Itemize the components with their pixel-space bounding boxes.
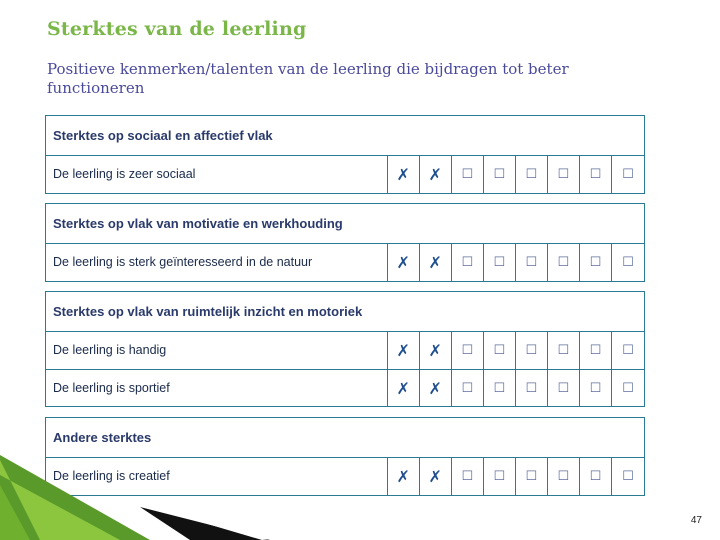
section-header: Andere sterktes	[46, 418, 644, 458]
decorative-green-stripe	[0, 455, 300, 540]
row-label: De leerling is handig	[46, 332, 388, 369]
form-section	[45, 203, 645, 282]
checked-mark[interactable]: ✗	[388, 156, 420, 193]
empty-checkbox[interactable]: ☐	[516, 458, 548, 495]
checked-mark[interactable]: ✗	[420, 458, 452, 495]
page-number: 47	[690, 515, 702, 526]
section-header: Sterktes op sociaal en affectief vlak	[46, 116, 644, 156]
empty-checkbox[interactable]: ☐	[516, 332, 548, 369]
form-row	[46, 156, 644, 193]
checked-mark[interactable]: ✗	[420, 244, 452, 281]
empty-checkbox[interactable]: ☐	[580, 156, 612, 193]
page-title: Sterktes van de leerling	[47, 18, 307, 40]
empty-checkbox[interactable]: ☐	[548, 458, 580, 495]
empty-checkbox[interactable]: ☐	[484, 244, 516, 281]
page-subtitle: Positieve kenmerken/talenten van de leerling die bijdragen tot beter functioneren	[47, 60, 569, 97]
checked-mark[interactable]: ✗	[388, 332, 420, 369]
checked-mark[interactable]: ✗	[420, 332, 452, 369]
empty-checkbox[interactable]: ☐	[622, 469, 634, 484]
checked-mark[interactable]: ✗	[420, 370, 452, 406]
section-header: Sterktes op vlak van motivatie en werkhouding	[46, 204, 644, 244]
form-section	[45, 115, 645, 194]
row-label: De leerling is sterk geïnteresseerd in de natuur	[46, 244, 388, 281]
empty-checkbox[interactable]: ☐	[622, 380, 634, 396]
empty-checkbox[interactable]: ☐	[516, 244, 548, 281]
checked-mark[interactable]: ✗	[420, 156, 452, 193]
checked-mark[interactable]: ✗	[388, 458, 420, 495]
empty-checkbox[interactable]: ☐	[484, 332, 516, 369]
empty-checkbox[interactable]: ☐	[548, 332, 580, 369]
row-label: De leerling is sportief	[46, 370, 388, 406]
empty-checkbox[interactable]: ☐	[452, 244, 484, 281]
empty-checkbox[interactable]: ☐	[452, 458, 484, 495]
empty-checkbox[interactable]: ☐	[452, 156, 484, 193]
form-row	[46, 244, 644, 281]
section-header: Sterktes op vlak van ruimtelijk inzicht en motoriek	[46, 292, 644, 332]
empty-checkbox[interactable]: ☐	[484, 458, 516, 495]
empty-checkbox[interactable]: ☐	[622, 255, 634, 270]
empty-checkbox[interactable]: ☐	[452, 370, 484, 406]
form-row	[46, 332, 644, 369]
empty-checkbox[interactable]: ☐	[580, 244, 612, 281]
form-section	[45, 291, 645, 407]
empty-checkbox[interactable]: ☐	[580, 458, 612, 495]
empty-checkbox[interactable]: ☐	[484, 370, 516, 406]
checked-mark[interactable]: ✗	[388, 370, 420, 406]
empty-checkbox[interactable]: ☐	[580, 332, 612, 369]
empty-checkbox[interactable]: ☐	[548, 244, 580, 281]
empty-checkbox[interactable]: ☐	[516, 156, 548, 193]
form-row	[46, 369, 644, 406]
empty-checkbox[interactable]: ☐	[516, 370, 548, 406]
empty-checkbox[interactable]: ☐	[580, 370, 612, 406]
empty-checkbox[interactable]: ☐	[548, 370, 580, 406]
empty-checkbox[interactable]: ☐	[548, 156, 580, 193]
empty-checkbox[interactable]: ☐	[622, 343, 634, 358]
empty-checkbox[interactable]: ☐	[452, 332, 484, 369]
row-label: De leerling is creatief	[46, 458, 388, 495]
checked-mark[interactable]: ✗	[388, 244, 420, 281]
empty-checkbox[interactable]: ☐	[622, 167, 634, 182]
row-label: De leerling is zeer sociaal	[46, 156, 388, 193]
empty-checkbox[interactable]: ☐	[484, 156, 516, 193]
